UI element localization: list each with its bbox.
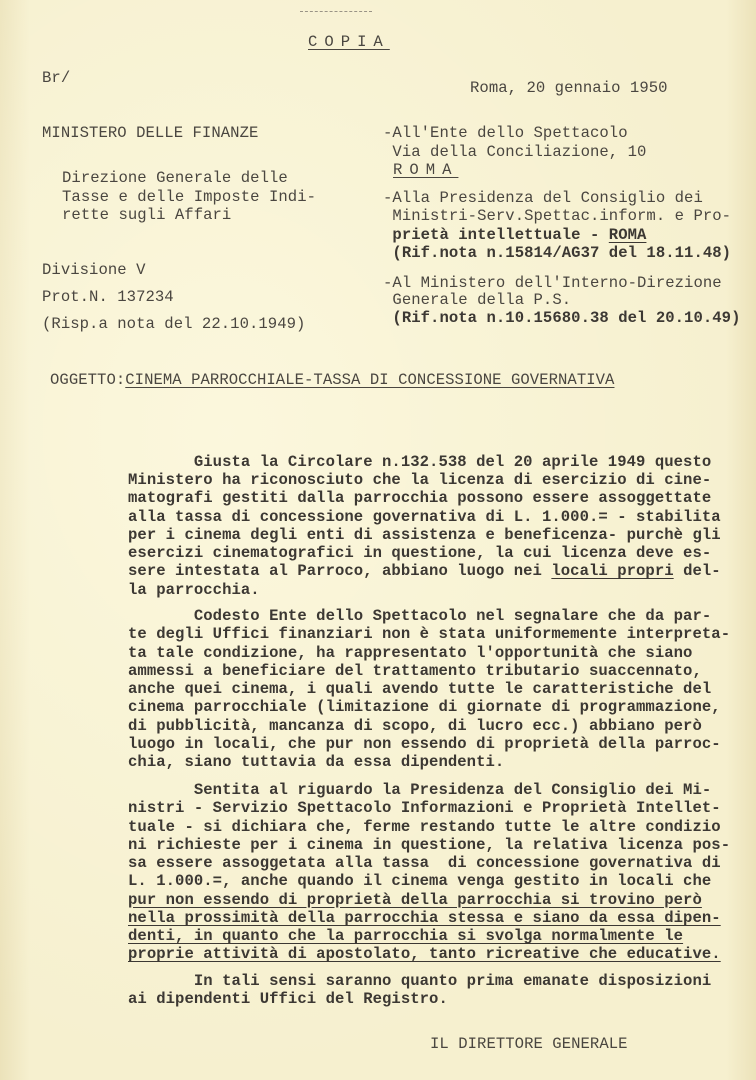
- direction-line: rette sugli Affari: [62, 206, 232, 224]
- subject-line: [50, 371, 614, 389]
- text-line: ai dipendenti Uffici del Registro.: [128, 990, 448, 1009]
- text-line: te degli Uffici finanziari non è stata uniformemente interpreta-: [128, 625, 731, 644]
- text-line: pur non essendo di proprietà della parrocchia si trovino però: [128, 890, 702, 909]
- text-line: esercizi cinematografici in questione, la cui licenza deve es-: [128, 544, 712, 562]
- underlined-text: locali propri: [551, 562, 674, 580]
- recipient-line: Generale della P.S.: [383, 291, 572, 309]
- subject-text: CINEMA PARROCCHIALE-TASSA DI CONCESSIONE GOVERNATIVA: [125, 371, 615, 389]
- recipient-line: Via della Conciliazione, 10: [383, 143, 647, 161]
- text-line: ammessi a beneficiare del trattamento tributario suaccennato,: [128, 661, 702, 680]
- text-line: Codesto Ente dello Spettacolo nel segnalare che da par-: [128, 607, 712, 625]
- text-line: ni richieste per i cinema in questione, la relativa licenza pos-: [128, 835, 731, 854]
- place-date: Roma, 20 gennaio 1950: [470, 79, 668, 97]
- text-line: chia, siano tuttavia da essa dipendenti.: [128, 753, 505, 771]
- text-line: ta tale condizione, ha rappresentato l'opportunità che siano: [128, 643, 693, 662]
- recipient-city: ROMA: [393, 161, 459, 179]
- text-line: sa essere assoggetata alla tassa di concessione governativa di: [128, 854, 721, 872]
- text-line: nistri - Servizio Spettacolo Informazioni e Proprietà Intellet-: [128, 799, 721, 818]
- text-line: anche quei cinema, i quali avendo tutte le caratteristiche del: [128, 680, 712, 698]
- top-dashes: [300, 11, 372, 12]
- recipient-line: (Rif.nota n.10.15680.38 del 20.10.49): [383, 309, 741, 327]
- direction-line: Direzione Generale delle: [62, 169, 288, 187]
- text-line: Ministero ha riconosciuto che la licenza di esercizio di cine-: [128, 471, 712, 489]
- text-line: L. 1.000.=, anche quando il cinema venga gestito in locali che: [128, 872, 712, 891]
- copy-label: COPIA: [308, 33, 390, 51]
- text-segment: sere intestata al Parroco, abbiano luogo nei: [128, 562, 552, 580]
- text-line: la parrocchia.: [128, 581, 260, 599]
- text-line: matografi gestiti dalla parrocchia possono essere assoggettate: [128, 489, 712, 507]
- initials: Br/: [42, 69, 71, 87]
- text-line: Giusta la Circolare n.132.538 del 20 aprile 1949 questo: [128, 453, 712, 471]
- direction-line: Tasse e delle Imposte Indi-: [62, 188, 317, 206]
- recipient-line: -Alla Presidenza del Consiglio dei: [383, 189, 703, 207]
- division: Divisione V: [42, 261, 146, 279]
- recipient-line: -Al Ministero dell'Interno-Direzione: [383, 274, 722, 292]
- recipient-line: (Rif.nota n.15814/AG37 del 18.11.48): [383, 244, 732, 262]
- text-line: nella prossimità della parrocchia stessa e siano da essa dipen-: [128, 908, 721, 927]
- text-line: di pubblicità, mancanza di scopo, di lucro ecc.) abbiano però: [128, 716, 702, 735]
- subject-label: OGGETTO:: [50, 371, 126, 389]
- text-line: Sentita al riguardo la Presidenza del Consiglio dei Mi-: [128, 781, 712, 799]
- recipient-line: prietà intellettuale -: [383, 226, 609, 244]
- text-line: tuale - si dichiara che, ferme restando tutte le altre condizio: [128, 817, 721, 836]
- text-line: [128, 562, 721, 580]
- reply-reference: (Risp.a nota del 22.10.1949): [42, 315, 306, 333]
- text-line: proprie attività di apostolato, tanto ricreative che educative.: [128, 945, 721, 964]
- signature-title: IL DIRETTORE GENERALE: [430, 1035, 628, 1053]
- text-line: cinema parrocchiale (limitazione di giornate di programmazione,: [128, 698, 721, 717]
- recipient-line: -All'Ente dello Spettacolo: [383, 124, 628, 142]
- recipient-line: Ministri-Serv.Spettac.inform. e Pro-: [383, 207, 732, 225]
- text-line: denti, in quanto che la parrocchia si svolga normalmente le: [128, 927, 684, 945]
- text-segment: del-: [673, 562, 721, 580]
- text-line: alla tassa di concessione governativa di L. 1.000.= - stabilita: [128, 508, 721, 526]
- protocol: Prot.N. 137234: [42, 288, 174, 306]
- text-line: In tali sensi saranno quanto prima emanate disposizioni: [128, 972, 712, 990]
- recipient-city: ROMA: [608, 226, 647, 244]
- text-line: luogo in locali, che pur non essendo di proprietà della parroc-: [128, 734, 721, 753]
- text-line: per i cinema degli enti di assistenza e beneficenza- purchè gli: [128, 526, 721, 544]
- ministry: MINISTERO DELLE FINANZE: [42, 124, 259, 142]
